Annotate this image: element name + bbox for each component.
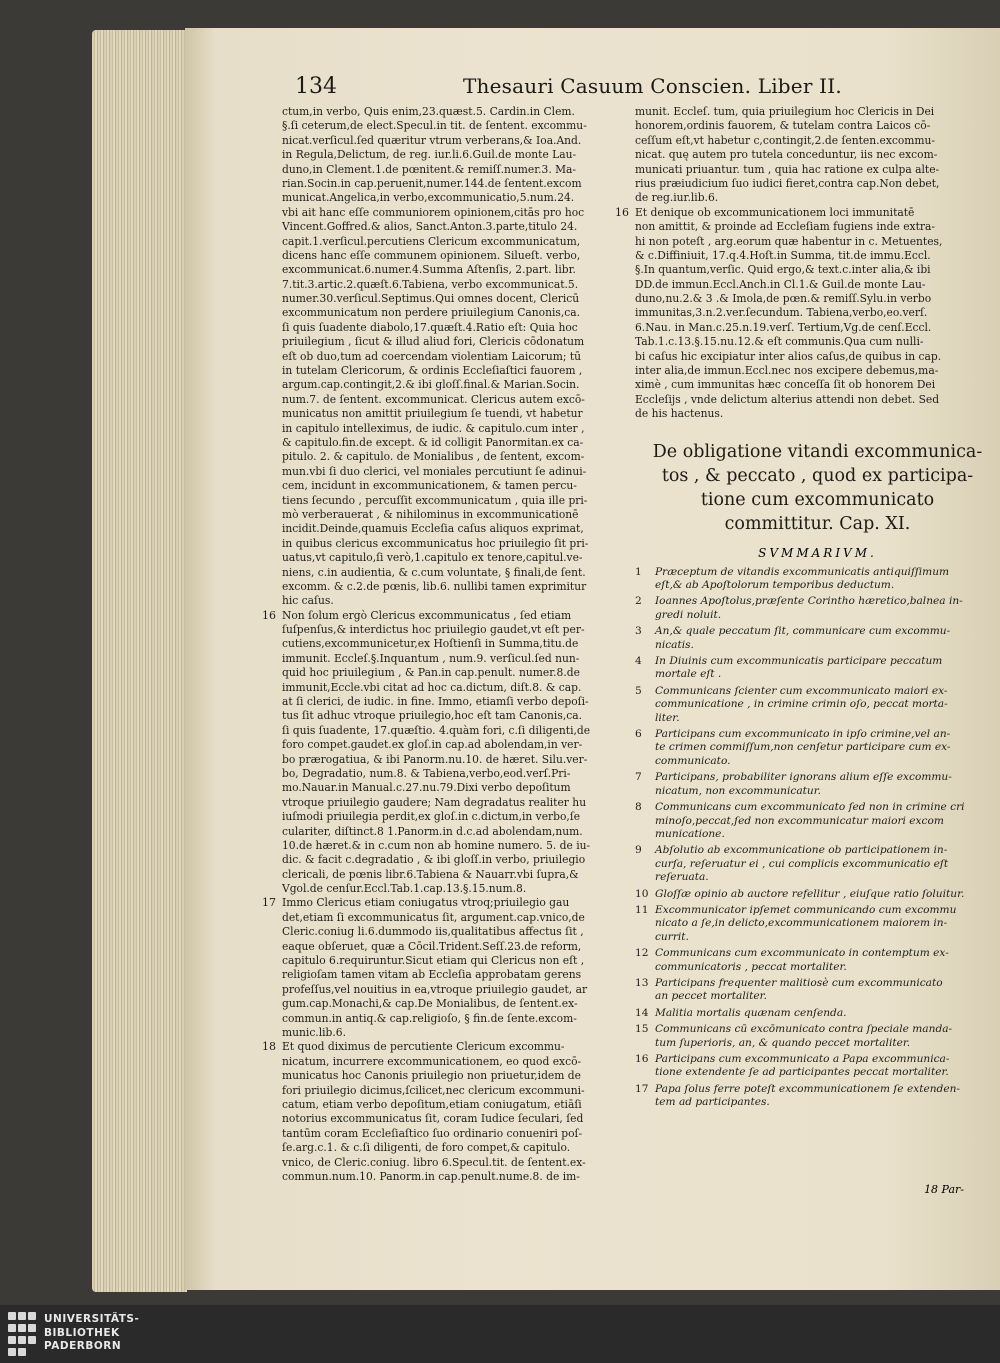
summarium-item [635, 888, 1000, 901]
page-header [295, 74, 985, 108]
book-page [185, 28, 1000, 1290]
text-line: excommunicat.6.numer.4.Summa Aſtenſis, 2.part. libr. [282, 263, 576, 277]
summarium-line: Communicans cum excommunicato in contemptum ex- [655, 947, 949, 960]
text-line: hic caſus. [282, 594, 334, 608]
text-line: nicat.verſicul.ſed quæritur vtrum verberans,& Ioa.And. [282, 133, 582, 147]
text-line: DD.de immun.Eccl.Anch.in Cl.1.& Guil.de monte Lau- [635, 277, 926, 291]
summarium-number: 11 [635, 903, 649, 916]
summarium-line: eſt,& ab Apoſtolorum temporibus deductum. [655, 579, 895, 591]
text-line: 7.tit.3.artic.2.quæſt.6.Tabiena, verbo excommunicat.5. [282, 277, 579, 291]
summarium-line: Abſolutio ab excommunicatione ob participationem in- [655, 844, 948, 857]
summarium-item [635, 595, 1000, 622]
summarium-line: nicato a ſe,in delicto,excommunicationem maiorem in- [655, 917, 948, 930]
text-line: immunit,Eccle.vbi citat ad hoc ca.dictum, diſt.8. & cap. [282, 680, 582, 694]
text-line: vtroque priuilegio gaudere; Nam degradatus realiter hu [282, 795, 587, 809]
text-line: in Regula,Delictum, de reg. iur.li.6.Guil.de monte Lau- [282, 148, 577, 162]
text-line: immunit. Eccleſ.§.Inquantum , num.9. verſicul.ſed nun- [282, 651, 580, 665]
text-line: capitulo 6.requiruntur.Sicut etiam qui Clericus non eſt , [282, 954, 585, 968]
text-line: municatus non amittit priuilegium ſe tuendi, vt habetur [282, 407, 583, 421]
summarium-number: 12 [635, 947, 649, 960]
summarium-item [635, 904, 1000, 944]
text-line: de his hactenus. [635, 407, 724, 421]
summarium-item [635, 947, 1000, 974]
text-line: mò verberauerat , & nihilominus in excommunicationē [282, 507, 579, 521]
left-paragraph-16 [262, 608, 626, 897]
text-line: mun.vbi ſi duo clerici, vel moniales percutiunt ſe adinui- [282, 464, 587, 478]
summarium-line: tem ad participantes. [655, 1096, 770, 1109]
text-line: inter alia,de immun.Eccl.nec nos excipere debemus,ma- [635, 364, 939, 378]
summarium-line: Gloſſæ opinio ab auctore refellitur , eiuſque ratio ſoluitur. [655, 887, 965, 900]
summarium-number: 1 [635, 565, 642, 578]
text-line: Vincent.Goffred.& alios, Sanct.Anton.3.parte,titulo 24. [282, 220, 578, 234]
summarium-line: gredi noluit. [655, 608, 722, 621]
text-line: rius præiudicium ſuo iudici fieret,contra cap.Non debet, [635, 176, 940, 190]
left-paragraphs [262, 608, 626, 1185]
text-line: Immo Clericus etiam coniugatus vtroq;priuilegio gau [282, 896, 570, 910]
text-line: & c.Diffiniuit, 17.q.4.Hoſt.in Summa, tit.de immu.Eccl. [635, 248, 931, 262]
text-line: bo prærogatiua, & ibi Panorm.nu.10. de hæret. Silu.ver- [282, 752, 588, 766]
summarium-number: 9 [635, 844, 642, 857]
summarium-list [635, 566, 1000, 1110]
summarium-line: nicatum, non excommunicatur. [655, 784, 821, 797]
library-logo-icon [8, 1312, 38, 1356]
text-line: capit.1.verſicul.percutiens Clericum excommunicatum, [282, 234, 581, 248]
text-line: cem, incidunt in excommunicationem, & tamen percu- [282, 479, 577, 493]
summarium-line: an peccet mortaliter. [655, 990, 767, 1003]
text-line: immunitas,3.n.2.ver.ſecundum. Tabiena,verbo,eo.verſ. [635, 306, 928, 320]
summarium-line: mortale eſt . [655, 668, 722, 681]
text-line: in capitulo intelleximus, de iudic. & capitulo.cum inter , [282, 421, 585, 435]
summarium-line: Participans cum excommunicato a Papa excommunica- [655, 1053, 950, 1065]
text-line: Tab.1.c.13.§.15.nu.12.& eſt communis.Qua cum nulli- [635, 335, 924, 349]
text-line: Vgol.de cenſur.Eccl.Tab.1.cap.13.§.15.num.8. [282, 882, 527, 896]
page-number: 134 [295, 74, 337, 99]
summarium-number: 8 [635, 801, 642, 814]
summarium-line: tum ſuperioris, an, & quando peccet mortaliter. [655, 1036, 911, 1049]
chapter-heading-line: tione cum excommunicato [700, 489, 935, 510]
text-line: religioſam tamen vitam ab Eccleſia approbatam gerens [282, 968, 582, 982]
text-line: det,etiam ſi excommunicatus ſit, argument.cap.vnico,de [282, 910, 585, 924]
text-line: 6.Nau. in Man.c.25.n.19.verſ. Tertium,Vg.de cenſ.Eccl. [635, 320, 932, 334]
summarium-title: SVMMARIVM. [758, 545, 877, 560]
summarium-line: liter. [655, 711, 680, 724]
text-line: §.ſi ceterum,de elect.Specul.in tit. de ſentent. excommu- [282, 119, 587, 133]
text-line: municat.Angelica,in verbo,excommunicatio,5.num.24. [282, 191, 575, 205]
text-line: tantūm coram Eccleſiaſtico ſuo ordinario conueniri poſ- [282, 1126, 583, 1140]
text-line: priuilegium , ſicut & illud aliud fori, Clericis cōdonatum [282, 335, 585, 349]
right-opening-text [635, 105, 1000, 206]
text-line: gum.cap.Monachi,& cap.De Monialibus, de ſentent.ex- [282, 997, 578, 1011]
summarium-line: communicato. [655, 754, 731, 767]
text-line: & capitulo.fin.de except. & id colligit Panormitan.ex ca- [282, 435, 584, 449]
summarium-line: communicatoris , peccat mortaliter. [655, 960, 847, 973]
text-line: incidit.Deinde,quamuis Eccleſia caſus aliquos exprimat, [282, 522, 584, 536]
text-line: num.7. de ſentent. excommunicat. Clericus autem excō- [282, 392, 585, 406]
summarium-item [635, 844, 1000, 884]
summarium-line: An,& quale peccatum ſit, communicare cum excommu- [655, 625, 951, 638]
text-line: clericali, de pœnis libr.6.Tabiena & Nauarr.vbi ſupra,& [282, 867, 579, 881]
summarium-item [635, 1053, 1000, 1080]
summarium-line: minoſo,peccat,ſed non excommunicatur maiori excom [655, 814, 944, 827]
text-line: iuſmodi priuilegia perdit,ex gloſ.in c.dictum,in verbo,ſe [282, 810, 581, 824]
summarium-number: 15 [635, 1023, 649, 1036]
text-line: dic. & facit c.degradatio , & ibi gloſſ.in verbo, priuilegio [282, 853, 586, 867]
text-line: eaque obſeruet, quæ a Cōcil.Trident.Seſſ.23.de reform, [282, 939, 582, 953]
text-line: in tutelam Clericorum, & ordinis Eccleſiaſtici fauorem , [282, 364, 583, 378]
text-line: duno,nu.2.& 3 .& Imola,de pœn.& remiſſ.Sylu.in verbo [635, 292, 932, 306]
summarium-number: 17 [635, 1082, 649, 1095]
summarium-item [635, 1007, 1000, 1020]
library-footer [0, 1305, 1000, 1363]
summarium-item [635, 1023, 1000, 1050]
right-column [615, 105, 1000, 1113]
left-column [262, 105, 626, 1184]
summarium-line: tione extendente ſe ad participantes peccat mortaliter. [655, 1066, 949, 1079]
book-page-edges [92, 30, 187, 1292]
summarium-item [635, 771, 1000, 798]
summarium-number: 10 [635, 887, 649, 900]
text-line: Et denique ob excommunicationem loci immunitatē [635, 205, 915, 219]
text-line: rian.Socin.in cap.peruenit,numer.144.de ſentent.excom [282, 176, 582, 190]
summarium-line: Præceptum de vitandis excommunicatis antiquiſſimum [655, 565, 950, 578]
summarium-number: 16 [635, 1053, 649, 1065]
paragraph-number: 18 [262, 1040, 276, 1054]
text-line: municatus hoc Canonis priuilegio non priuetur,idem de [282, 1069, 581, 1083]
text-line: vbi ait hanc eſſe communiorem opinionem,citās pro hoc [282, 205, 585, 219]
text-line: ſi quis ſuadente, 17.quæſtio. 4.quàm fori, c.ſi diligenti,de [282, 723, 591, 737]
text-line: culariter, diſtinct.8 1.Panorm.in d.c.ad abolendam,num. [282, 824, 583, 838]
summarium-line: Ioannes Apoſtolus,præſente Corintho hæretico,balnea in- [655, 595, 963, 608]
text-line: ctum,in verbo, Quis enim,23.quæst.5. Cardin.in Clem. [282, 105, 575, 118]
text-line: duno,in Clement.1.de pœnitent.& remiſſ.numer.3. Ma- [282, 162, 577, 176]
summarium-line: reſeruata. [655, 871, 709, 884]
text-line: dicens hanc eſſe communem opinionem. Silueſt. verbo, [282, 248, 581, 262]
summarium-number: 2 [635, 595, 642, 608]
text-line: notorius excommunicatus ſit, coram Iudice ſeculari, ſed [282, 1112, 584, 1126]
text-line: Cleric.coniug li.6.dummodo iis,qualitatibus affectus ſit , [282, 925, 584, 939]
text-line: commun.num.10. Panorm.in cap.penult.nume.8. de im- [282, 1169, 580, 1183]
summarium-line: currit. [655, 930, 689, 943]
chapter-heading-line: committitur. Cap. XI. [724, 513, 911, 534]
text-line: non amittit, & proinde ad Eccleſiam fugiens inde extra- [635, 220, 935, 234]
right-paragraph-16 [615, 205, 1000, 422]
text-line: mo.Nauar.in Manual.c.27.nu.79.Dixi verbo depoſitum [282, 781, 571, 795]
paragraph-number: 16 [615, 205, 629, 219]
library-logo-text [44, 1313, 139, 1354]
running-head: Thesauri Casuum Conscien. Liber II. [463, 74, 842, 98]
text-line: ximè , cum immunitas hæc conceſſa ſit ob honorem Dei [635, 378, 936, 392]
text-line: Et quod diximus de percutiente Clericum excommu- [282, 1040, 565, 1054]
summarium-item [635, 1083, 1000, 1110]
summarium-number: 7 [635, 771, 642, 784]
text-line: Non ſolum ergò Clericus excommunicatus , ſed etiam [282, 608, 572, 622]
text-line: niens, c.in audientia, & c.cum voluntate, § finali,de ſent. [282, 565, 586, 579]
summarium-number: 5 [635, 684, 642, 697]
text-line: uatus,vt capitulo,ſi verò,1.capitulo ex tenore,capitul.ve- [282, 551, 583, 565]
library-logo-line: BIBLIOTHEK [44, 1326, 120, 1339]
library-logo-line: PADERBORN [44, 1340, 122, 1352]
summarium-line: Communicans cum excommunicato ſed non in crimine cri [655, 801, 965, 814]
summarium-item [635, 801, 1000, 841]
text-line: excomm. & c.2.de pœnis, lib.6. nullibi tamen exprimitur [282, 579, 587, 593]
text-line: Eccleſijs , vnde delictum alterius attendi non debet. Sed [635, 392, 940, 406]
summarium-line: curſa, reſeruatur ei , cui complicis excommunicatio eſt [655, 857, 949, 870]
summarium-number: 13 [635, 976, 649, 989]
text-line: pitulo. 2. & capitulo. de Monialibus , de ſentent, excom- [282, 450, 585, 464]
text-line: honorem,ordinis fauorem, & tutelam contra Laicos cō- [635, 119, 931, 133]
left-opening-text [282, 105, 626, 609]
text-line: quid hoc priuilegium , & Pan.in cap.penult. numer.8.de [282, 666, 580, 680]
summarium-item [635, 625, 1000, 652]
text-line: tus ſit adhuc vtroque priuilegio,hoc eſt tam Canonis,ca. [282, 709, 582, 723]
chapter-heading-line: tos , & peccato , quod ex participa- [661, 465, 974, 486]
summarium-line: In Diuinis cum excommunicatis participare peccatum [655, 655, 943, 668]
summarium-item [635, 566, 1000, 593]
library-logo-line: UNIVERSITÄTS- [44, 1313, 140, 1325]
text-line: bo, Degradatio, num.8. & Tabiena,verbo,eod.verſ.Pri- [282, 766, 571, 780]
text-line: municati priuantur. tum , quia hac ratione ex culpa alte- [635, 162, 940, 176]
summarium-line: Malitia mortalis quænam cenſenda. [655, 1006, 847, 1019]
text-line: ſi quis ſuadente diabolo,17.quæſt.4.Ratio eſt: Quia hoc [282, 320, 578, 334]
summarium-line: te crimen commiſſum,non cenſetur participare cum ex- [655, 741, 951, 754]
summarium-line: Excommunicator ipſemet communicando cum excommu [655, 903, 957, 916]
summarium-line: Participans cum excommunicato in ipſo crimine,vel an- [655, 728, 951, 741]
text-line: 10.de hæret.& in c.cum non ab homine numero. 5. de iu- [282, 838, 591, 852]
text-line: in quibus clericus excommunicatus hoc priuilegio ſit pri- [282, 536, 589, 550]
text-line: de reg.iur.lib.6. [635, 191, 719, 205]
summarium-line: Papa ſolus ferre poteſt excommunicationem ſe extenden- [655, 1082, 960, 1095]
summarium-item [635, 977, 1000, 1004]
text-line: numer.30.verſicul.Septimus.Qui omnes docent, Clericū [282, 292, 580, 306]
text-line: nicatum, incurrere excommunicationem, eo quod excō- [282, 1054, 582, 1068]
summarium-line: Participans, probabiliter ignorans alium eſſe excommu- [655, 771, 952, 784]
left-paragraph-18 [262, 1040, 626, 1184]
text-line: excommunicatum non perdere priuilegium Canonis,ca. [282, 306, 581, 320]
chapter-heading [635, 440, 1000, 536]
text-line: ceſſum eſt,vt habetur c,contingit,2.de ſenten.excommu- [635, 133, 936, 147]
summarium-line: municatione. [655, 827, 725, 840]
summarium-number: 3 [635, 625, 642, 638]
text-line: fori priuilegio dicimus,ſcilicet,nec clericum excommuni- [282, 1083, 585, 1097]
text-line: nicat. quę autem pro tutela conceduntur, iis nec excom- [635, 148, 938, 162]
text-line: ſuſpenſus,& interdictus hoc priuilegio gaudet,vt eſt per- [282, 623, 585, 637]
summarium-line: Communicans cū excōmunicato contra ſpeciale manda- [655, 1023, 953, 1036]
summarium-line: Communicans ſcienter cum excommunicato maiori ex- [655, 684, 948, 697]
summarium-line: Participans frequenter malitiosè cum excommunicato [655, 976, 943, 989]
summarium-item [635, 685, 1000, 725]
text-line: foro compet.gaudet.ex gloſ.in cap.ad abolendam,in ver- [282, 738, 583, 752]
summarium-number: 6 [635, 728, 642, 741]
summarium-item [635, 728, 1000, 768]
text-line: at ſi clerici, de iudic. in fine. Immo, etiamſi verbo depoſi- [282, 695, 589, 709]
text-line: eſt ob duo,tum ad coercendam violentiam Laicorum; tū [282, 349, 582, 363]
text-line: munic.lib.6. [282, 1026, 346, 1039]
text-line: bi caſus hic excipiatur inter alios caſus,de quibus in cap. [635, 349, 942, 363]
summarium-number: 4 [635, 655, 642, 668]
text-line: catum, etiam verbo depoſitum,etiam coniugatum, etiāſi [282, 1097, 582, 1111]
text-line: hi non poteſt , arg.eorum quæ habentur in c. Metuentes, [635, 234, 943, 248]
text-line: cutiens,excommunicetur,ex Hoſtienſi in Summa,titu.de [282, 637, 579, 651]
text-line: tiens ſecundo , percuſſit excommunicatum , quia ille pri- [282, 493, 588, 507]
text-line: vnico, de Cleric.coniug. libro 6.Specul.tit. de ſentent.ex- [282, 1155, 586, 1169]
chapter-heading-line: De obligatione vitandi excommunica- [652, 441, 983, 462]
paragraph-number: 16 [262, 608, 276, 622]
paragraph-number: 17 [262, 896, 276, 910]
text-line: munit. Eccleſ. tum, quia priuilegium hoc Clericis in Dei [635, 105, 935, 118]
summarium-line: communicatione , in crimine crimin oſo, peccat morta- [655, 698, 948, 711]
summarium-number: 14 [635, 1006, 649, 1019]
text-line: ſe.arg.c.1. & c.ſi diligenti, de foro compet,& capitulo. [282, 1141, 571, 1155]
left-paragraph-17 [262, 896, 626, 1040]
catchword: 18 Par- [924, 1183, 964, 1196]
text-line: argum.cap.contingit,2.& ibi gloſſ.final.& Marian.Socin. [282, 378, 580, 392]
text-line: commun.in antiq.& cap.religioſo, § fin.de ſente.excom- [282, 1011, 577, 1025]
text-line: §.In quantum,verſic. Quid ergo,& text.c.inter alia,& ibi [635, 263, 931, 277]
summarium-item [635, 655, 1000, 682]
text-line: profeſſus,vel nouitius in ea,vtroque priuilegio gaudet, ar [282, 982, 588, 996]
summarium-line: nicatis. [655, 638, 694, 651]
